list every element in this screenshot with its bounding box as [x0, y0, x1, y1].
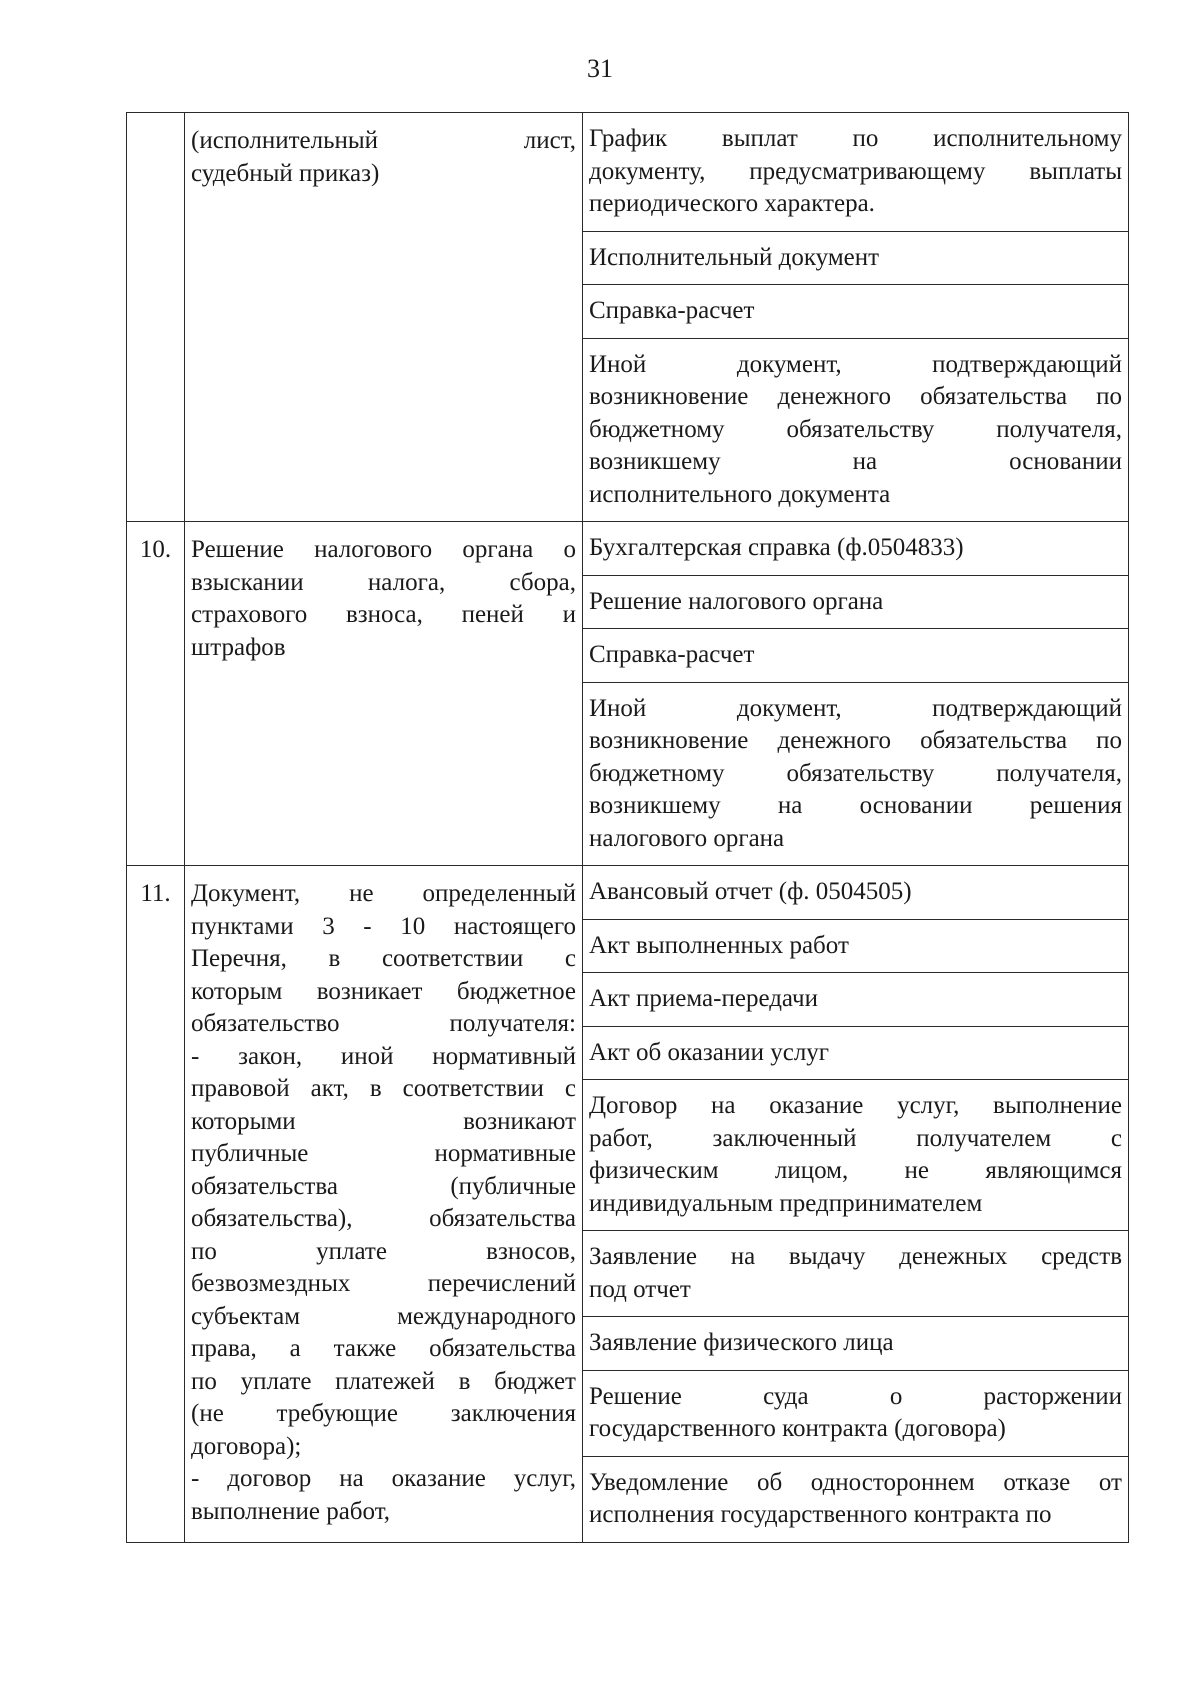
- document-text-line: Исполнительный документ: [589, 243, 880, 271]
- document-text-line: исполнительного документа: [589, 480, 891, 508]
- supporting-documents-cell: [583, 866, 1129, 1543]
- supporting-document-item: [583, 683, 1128, 866]
- document-text-line: График выплат по исполнительному: [589, 125, 1122, 152]
- document-text-line: периодического характера.: [589, 190, 875, 217]
- document-text-line: государственного контракта (договора): [589, 1415, 1006, 1442]
- document-text-line: документу, предусматривающему выплаты: [589, 157, 1122, 185]
- basis-text-line: - договор на оказание услуг,: [191, 1465, 576, 1492]
- basis-text-line: правовой акт, в соответствии с: [191, 1075, 576, 1102]
- table-row: [127, 113, 1129, 522]
- basis-text-line: договора);: [191, 1432, 302, 1460]
- basis-text-line: пунктами 3 - 10 настоящего: [191, 912, 576, 940]
- supporting-document-item: [583, 285, 1128, 339]
- document-text-line: Акт об оказании услуг: [589, 1038, 830, 1066]
- document-text-line: Заявление на выдачу денежных средств: [589, 1243, 1122, 1270]
- document-text-line: физическим лицом, не являющимся: [589, 1157, 1122, 1184]
- basis-text-line: обязательство получателя:: [191, 1010, 576, 1037]
- table-body: [127, 113, 1129, 1543]
- document-text-line: Справка-расчет: [589, 297, 755, 324]
- document-text-line: Справка-расчет: [589, 641, 755, 668]
- documents-table: [126, 112, 1129, 1543]
- basis-text-line: по уплате платежей в бюджет: [191, 1367, 576, 1395]
- basis-text-line: выполнение работ,: [191, 1497, 390, 1525]
- document-text-line: возникшему на основании решения: [589, 792, 1122, 819]
- row-number: 10.: [127, 522, 185, 866]
- basis-text-line: Решение налогового органа о: [191, 536, 576, 563]
- table-row: [127, 866, 1129, 1543]
- basis-text-line: безвозмездных перечислений: [191, 1270, 576, 1297]
- document-text-line: Решение суда о расторжении: [589, 1382, 1122, 1410]
- page-number: 31: [587, 54, 613, 83]
- document-text-line: под отчет: [589, 1275, 691, 1303]
- basis-text-line: штрафов: [191, 633, 286, 661]
- document-text-line: Уведомление об одностороннем отказе от: [589, 1468, 1122, 1496]
- document-text-line: исполнения государственного контракта по: [589, 1501, 1052, 1528]
- document-text-line: бюджетному обязательству получателя,: [589, 759, 1122, 787]
- basis-text-line: судебный приказ): [191, 159, 380, 187]
- document-text-line: Договор на оказание услуг, выполнение: [589, 1092, 1122, 1119]
- table-row: [127, 522, 1129, 866]
- document-text-line: Авансовый отчет (ф. 0504505): [589, 878, 912, 905]
- document-text-line: налогового органа: [589, 824, 785, 852]
- document-text-line: бюджетному обязательству получателя,: [589, 415, 1122, 443]
- document-text-line: Иной документ, подтверждающий: [589, 350, 1122, 378]
- supporting-document-item: [583, 232, 1128, 286]
- supporting-document-item: [583, 1080, 1128, 1231]
- document-text-line: возникновение денежного обязательства по: [589, 383, 1122, 410]
- row-number: 11.: [127, 866, 185, 1543]
- document-text-line: индивидуальным предпринимателем: [589, 1189, 983, 1217]
- supporting-documents-cell: [583, 113, 1129, 522]
- basis-text-line: страхового взноса, пеней и: [191, 601, 576, 628]
- supporting-document-item: [583, 576, 1128, 630]
- supporting-document-item: [583, 113, 1128, 232]
- basis-text-line: обязательства), обязательства: [191, 1205, 576, 1232]
- row-number: [127, 113, 185, 522]
- supporting-document-item: [583, 920, 1128, 974]
- basis-text-line: субъектам международного: [191, 1302, 576, 1330]
- basis-text-line: которым возникает бюджетное: [191, 977, 576, 1005]
- document-text-line: Решение налогового органа: [589, 587, 884, 615]
- basis-text-line: взыскании налога, сбора,: [191, 568, 576, 596]
- basis-text-line: обязательства (публичные: [191, 1172, 576, 1200]
- supporting-document-item: [583, 1027, 1128, 1081]
- basis-text-line: которыми возникают: [191, 1107, 576, 1135]
- document-text-line: Акт приема-передачи: [589, 985, 818, 1012]
- supporting-document-item: [583, 866, 1128, 920]
- basis-text-line: (исполнительный лист,: [191, 127, 576, 154]
- supporting-document-item: [583, 1317, 1128, 1371]
- basis-text-line: - закон, иной нормативный: [191, 1042, 576, 1070]
- document-text-line: возникновение денежного обязательства по: [589, 727, 1122, 754]
- basis-document-cell: [185, 522, 583, 866]
- supporting-document-item: [583, 339, 1128, 522]
- basis-document-cell: [185, 113, 583, 522]
- basis-text-line: (не требующие заключения: [191, 1400, 576, 1427]
- document-text-line: работ, заключенный получателем с: [589, 1124, 1122, 1152]
- basis-text-line: по уплате взносов,: [191, 1237, 576, 1265]
- supporting-document-item: [583, 1371, 1128, 1457]
- document-text-line: Акт выполненных работ: [589, 931, 849, 959]
- document-text-line: возникшему на основании: [589, 448, 1122, 475]
- supporting-document-item: [583, 1457, 1128, 1542]
- document-text-line: Бухгалтерская справка (ф.0504833): [589, 534, 964, 561]
- basis-text-line: публичные нормативные: [191, 1140, 576, 1167]
- document-text-line: Заявление физического лица: [589, 1329, 894, 1356]
- supporting-document-item: [583, 973, 1128, 1027]
- basis-text-line: Перечня, в соответствии с: [191, 945, 576, 972]
- basis-text-line: Документ, не определенный: [191, 880, 576, 907]
- supporting-document-item: [583, 629, 1128, 683]
- document-text-line: Иной документ, подтверждающий: [589, 694, 1122, 722]
- supporting-document-item: [583, 522, 1128, 576]
- supporting-document-item: [583, 1231, 1128, 1317]
- basis-text-line: права, а также обязательства: [191, 1335, 576, 1362]
- supporting-documents-cell: [583, 522, 1129, 866]
- basis-document-cell: [185, 866, 583, 1543]
